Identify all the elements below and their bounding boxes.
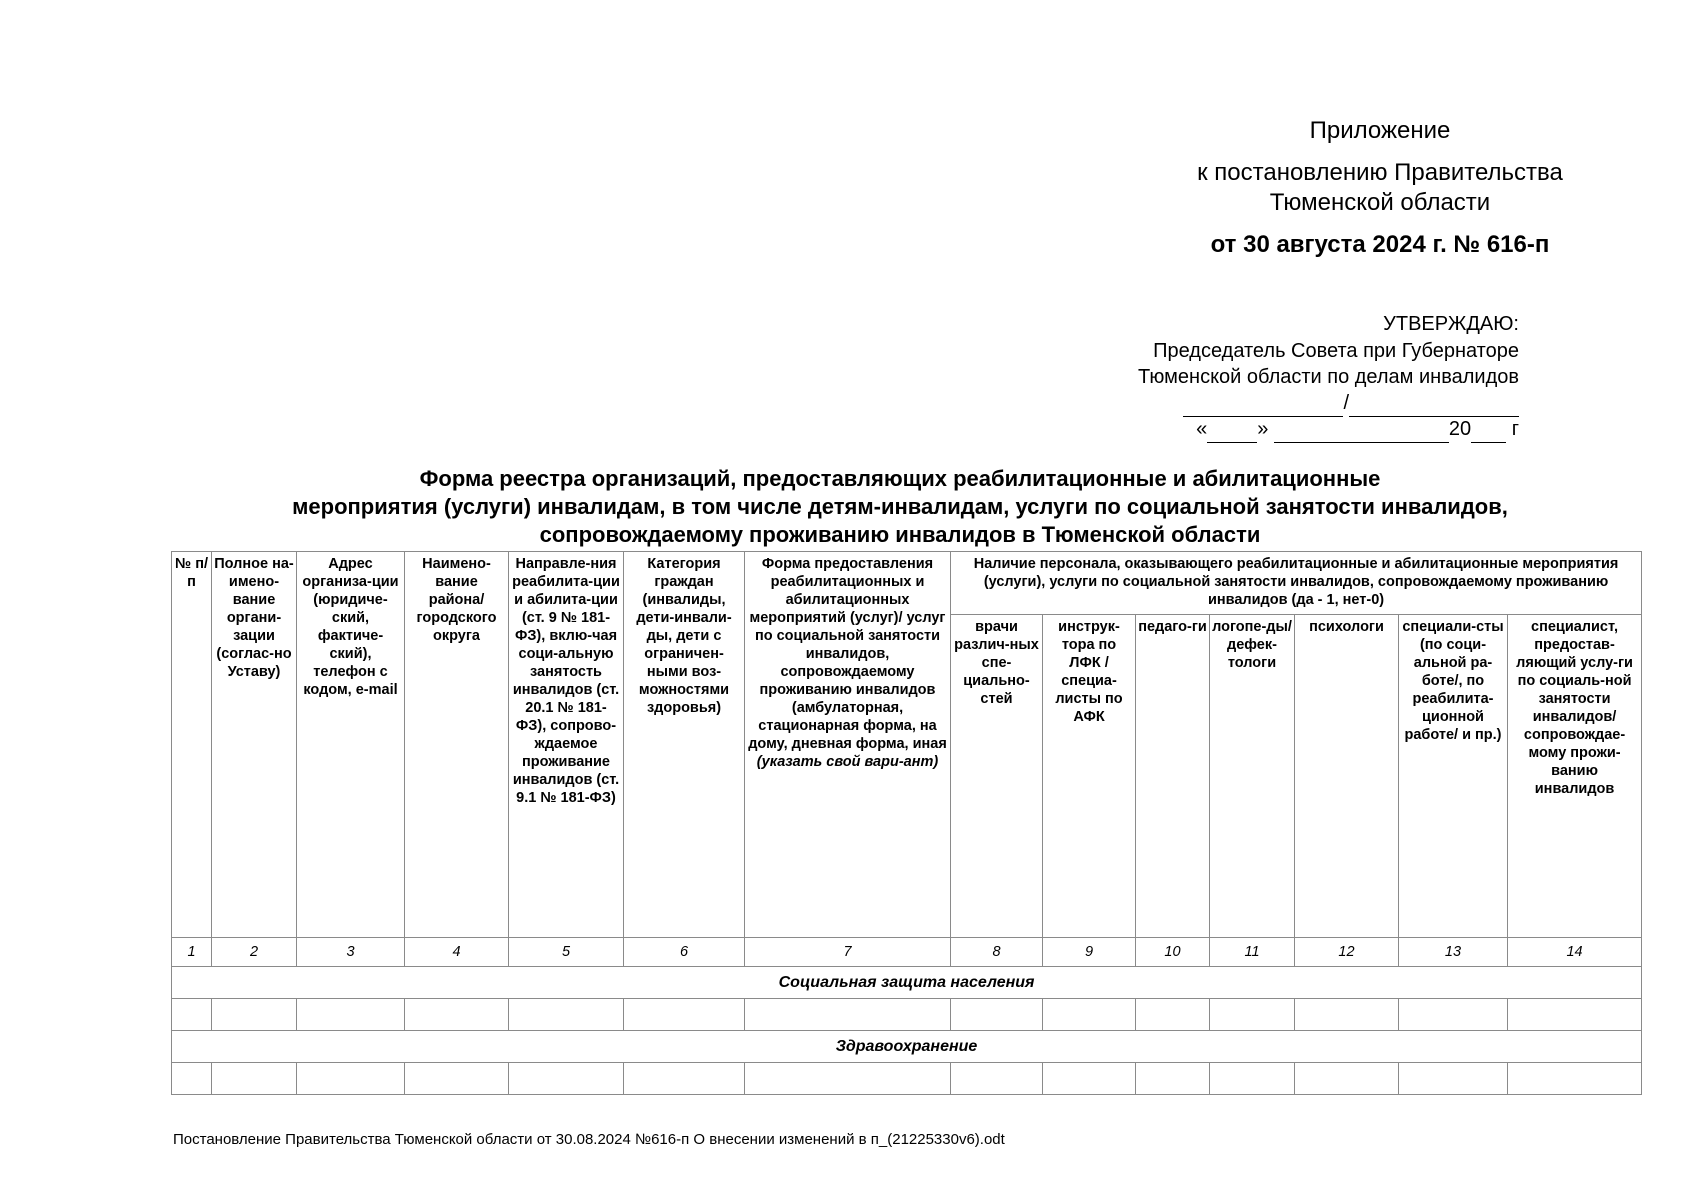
date-open-quote: « bbox=[1196, 418, 1208, 440]
appendix-line2: Тюменской области bbox=[1269, 189, 1491, 216]
year-prefix: 20 bbox=[1448, 418, 1472, 440]
header-form-italic: (указать свой вари-ант) bbox=[756, 754, 939, 770]
column-number: 14 bbox=[1508, 938, 1642, 967]
header-form-main: Форма предоставления реабилитационных и абилитационных мероприятий (услуг)/ услуг по социальной занятости инвалидов, сопровождаемому проживанию инвалидов (амбулаторная, стационарная форма, на дому, дневная форма, иная bbox=[748, 556, 947, 752]
approval-heading: УТВЕРЖДАЮ: bbox=[1383, 313, 1519, 335]
header-num: № п/п bbox=[172, 552, 212, 938]
header-instructors: инструк-тора по ЛФК / специа-листы по АФК bbox=[1043, 615, 1136, 938]
title-line3: сопровождаемому проживанию инвалидов в Тюменской области bbox=[539, 522, 1261, 547]
signature-separator: / bbox=[1343, 392, 1349, 414]
year-suffix: г bbox=[1511, 418, 1519, 440]
column-number: 8 bbox=[951, 938, 1043, 967]
column-number: 6 bbox=[624, 938, 745, 967]
table-row bbox=[172, 999, 1642, 1031]
column-number: 2 bbox=[212, 938, 297, 967]
document-title bbox=[160, 465, 1640, 549]
column-number: 7 bbox=[745, 938, 951, 967]
header-district: Наимено-вание района/ городского округа bbox=[405, 552, 509, 938]
date-close-quote: » bbox=[1257, 418, 1269, 440]
appendix-date-number: от 30 августа 2024 г. № 616-п bbox=[1210, 231, 1550, 258]
header-speech-therapists: логопе-ды/ дефек-тологи bbox=[1210, 615, 1295, 938]
header-directions: Направле-ния реабилита-ции и абилита-ции (ст. 9 № 181-ФЗ), вклю-чая соци-альную занятость инвалидов (ст. 20.1 № 181-ФЗ), сопрово-ждаемое проживание инвалидов (ст. 9.1 № 181-ФЗ) bbox=[509, 552, 624, 938]
column-number: 13 bbox=[1399, 938, 1508, 967]
section-healthcare: Здравоохранение bbox=[172, 1031, 1642, 1063]
approval-line2: Тюменской области по делам инвалидов bbox=[1138, 366, 1519, 388]
header-specialists: специали-сты (по соци-альной ра-боте/, по реабилита-ционной работе/ и пр.) bbox=[1399, 615, 1508, 938]
appendix-line1: к постановлению Правительства bbox=[1197, 159, 1563, 186]
column-number: 1 bbox=[172, 938, 212, 967]
header-doctors: врачи различ-ных спе-циально-стей bbox=[951, 615, 1043, 938]
approval-line1: Председатель Совета при Губернаторе bbox=[1153, 340, 1519, 362]
column-number: 4 bbox=[405, 938, 509, 967]
footer-filename: Постановление Правительства Тюменской области от 30.08.2024 №616-п О внесении изменений в п_(21225330v6).odt bbox=[173, 1131, 1005, 1148]
header-teachers: педаго-ги bbox=[1136, 615, 1210, 938]
approval-date-line bbox=[1196, 416, 1519, 443]
appendix-title: Приложение bbox=[1309, 117, 1451, 144]
title-line2: мероприятия (услуги) инвалидам, в том числе детям-инвалидам, услуги по социальной занятости инвалидов, bbox=[292, 494, 1508, 519]
title-line1: Форма реестра организаций, предоставляющих реабилитационные и абилитационные bbox=[419, 466, 1381, 491]
header-employment-specialist: специалист, предостав-ляющий услу-ги по социаль-ной занятости инвалидов/ сопровождае-мому прожи-ванию инвалидов bbox=[1508, 615, 1642, 938]
header-psychologists: психологи bbox=[1295, 615, 1399, 938]
header-address: Адрес организа-ции (юридиче-ский, фактиче-ский), телефон с кодом, e-mail bbox=[297, 552, 405, 938]
column-number: 5 bbox=[509, 938, 624, 967]
column-number: 10 bbox=[1136, 938, 1210, 967]
header-category: Категория граждан (инвалиды, дети-инвали-ды, дети с ограничен-ными воз-можностями здоровья) bbox=[624, 552, 745, 938]
registry-table bbox=[171, 551, 1642, 1095]
column-number: 3 bbox=[297, 938, 405, 967]
table-row bbox=[172, 1063, 1642, 1095]
section-social-protection: Социальная защита населения bbox=[172, 967, 1642, 999]
column-number: 12 bbox=[1295, 938, 1399, 967]
header-form bbox=[745, 552, 951, 938]
column-number: 9 bbox=[1043, 938, 1136, 967]
column-number: 11 bbox=[1210, 938, 1295, 967]
column-numbers-row bbox=[172, 938, 1642, 967]
signature-line bbox=[1183, 390, 1519, 417]
header-staff-group: Наличие персонала, оказывающего реабилитационные и абилитационные мероприятия (услуги), услуги по социальной занятости инвалидов, сопровождаемому проживанию инвалидов (да - 1, нет-0) bbox=[951, 552, 1642, 615]
header-org-name: Полное на-имено-вание органи-зации (соглас-но Уставу) bbox=[212, 552, 297, 938]
